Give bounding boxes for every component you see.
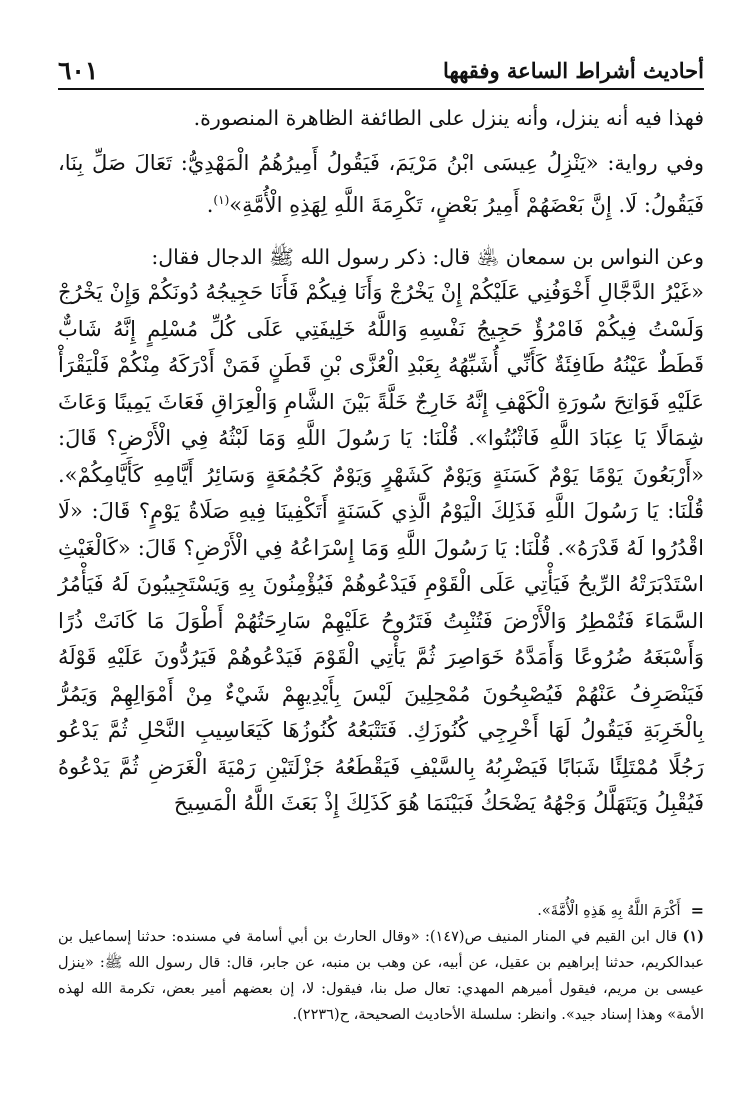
footnote-1 [58,924,704,1028]
footnote-ref-1[interactable]: (١) [213,192,230,207]
footnotes [58,898,704,1028]
paragraph-dajjal-hadith: «غَيْرُ الدَّجَّالِ أَخْوَفُنِي عَلَيْكُمْ إِنْ يَخْرُجْ وَأَنَا فِيكُمْ فَأَنَا حَجِيجُهُ دُونَكُمْ وَإِنْ يَخْرُجْ وَلَسْتُ فِيكُمْ فَامْرُؤٌ حَجِيجُ نَفْسِهِ وَاللَّهُ خَلِيفَتِي عَلَى كُلِّ مُسْلِمٍ إِنَّهُ شَابٌّ قَطَطٌ عَيْنُهُ طَافِئَةٌ كَأَنِّي أُشَبِّهُهُ بِعَبْدِ الْعُزَّى بْنِ قَطَنٍ فَمَنْ أَدْرَكَهُ مِنْكُمْ فَلْيَقْرَأْ عَلَيْهِ فَوَاتِحَ سُورَةِ الْكَهْفِ إِنَّهُ خَارِجٌ خَلَّةً بَيْنَ الشَّامِ وَالْعِرَاقِ فَعَاثَ يَمِينًا وَعَاثَ شِمَالًا يَا عِبَادَ اللَّهِ فَاثْبُتُوا». قُلْنَا: يَا رَسُولَ اللَّهِ وَمَا لَبْثُهُ فِي الْأَرْضِ؟ قَالَ: «أَرْبَعُونَ يَوْمًا يَوْمٌ كَسَنَةٍ وَيَوْمٌ كَشَهْرٍ وَيَوْمٌ كَجُمُعَةٍ وَسَائِرُ أَيَّامِهِ كَأَيَّامِكُمْ». قُلْنَا: يَا رَسُولَ اللَّهِ فَذَلِكَ الْيَوْمُ الَّذِي كَسَنَةٍ أَتَكْفِينَا فِيهِ صَلَاةُ يَوْمٍ؟ قَالَ: «لَا اقْدُرُوا لَهُ قَدْرَهُ». قُلْنَا: يَا رَسُولَ اللَّهِ وَمَا إِسْرَاعُهُ فِي الْأَرْضِ؟ قَالَ: «كَالْغَيْثِ اسْتَدْبَرَتْهُ الرِّيحُ فَيَأْتِي عَلَى الْقَوْمِ فَيَدْعُوهُمْ فَيُؤْمِنُونَ بِهِ وَيَسْتَجِيبُونَ لَهُ فَيَأْمُرُ السَّمَاءَ فَتُمْطِرُ وَالْأَرْضَ فَتُنْبِتُ فَتَرُوحُ عَلَيْهِمْ سَارِحَتُهُمْ أَطْوَلَ مَا كَانَتْ ذُرًا وَأَسْبَغَهُ ضُرُوعًا وَأَمَدَّهُ خَوَاصِرَ ثُمَّ يَأْتِي الْقَوْمَ فَيَدْعُوهُمْ فَيَرُدُّونَ عَلَيْهِ قَوْلَهُ فَيَنْصَرِفُ عَنْهُمْ فَيُصْبِحُونَ مُمْحِلِينَ لَيْسَ بِأَيْدِيهِمْ شَيْءٌ مِنْ أَمْوَالِهِمْ وَيَمُرُّ بِالْخَرِبَةِ فَيَقُولُ لَهَا أَخْرِجِي كُنُوزَكِ. فَتَتْبَعُهُ كُنُوزُهَا كَيَعَاسِيبِ النَّحْلِ ثُمَّ يَدْعُو رَجُلًا مُمْتَلِئًا شَبَابًا فَيَضْرِبُهُ بِالسَّيْفِ فَيَقْطَعُهُ جَزْلَتَيْنِ رَمْيَةَ الْغَرَضِ ثُمَّ يَدْعُوهُ فَيُقْبِلُ وَيَتَهَلَّلُ وَجْهُهُ يَضْحَكُ فَبَيْنَمَا هُوَ كَذَلِكَ إِذْ بَعَثَ اللَّهُ الْمَسِيحَ [58,280,704,815]
paragraph-riwaya: وفي رواية: «يَنْزِلُ عِيسَى ابْنُ مَرْيَمَ، فَيَقُولُ أَمِيرُهُمُ الْمَهْدِيُّ: تَعَالَ صَلِّ بِنَا، فَيَقُولُ: لَا. إِنَّ بَعْضَهُمْ أَمِيرُ بَعْضٍ، تَكْرِمَةَ اللَّهِ لِهَذِهِ الْأُمَّةِ»$^{(١)}$. [58,151,704,217]
page-number: ٦٠١ [58,56,99,85]
main-text [58,102,704,822]
footnote-number: (١) [682,928,705,945]
continuation-text: أَكْرَمَ اللَّهُ بِهِ هَذِهِ الْأُمَّةَ». [537,903,681,919]
footnote-continuation [58,898,704,924]
paragraph-descent-note: فهذا فيه أنه ينزل، وأنه ينزل على الطائفة الظاهرة المنصورة. [193,106,704,130]
header-rule [58,88,704,90]
running-header [58,52,704,86]
header-title: أحاديث أشراط الساعة وفقهها [443,58,704,83]
paragraph-nawwas-intro: وعن النواس بن سمعان ﵁ قال: ذكر رسول الله ﷺ الدجال فقال: [151,245,704,269]
riwaya-text: وفي رواية: «يَنْزِلُ عِيسَى ابْنُ مَرْيَمَ، فَيَقُولُ أَمِيرُهُمُ الْمَهْدِيُّ: تَعَالَ صَلِّ بِنَا، فَيَقُولُ: لَا. إِنَّ بَعْضَهُمْ أَمِيرُ بَعْضٍ، تَكْرِمَةَ اللَّهِ لِهَذِهِ الْأُمَّةِ» [58,151,704,217]
footnote-text: قال ابن القيم في المنار المنيف ص(١٤٧): «وقال الحارث بن أبي أسامة في مسنده: حدثنا إسماعيل بن عبدالكريم، حدثنا إبراهيم بن عقيل، عن أبيه، عن وهب بن منبه، عن جابر، قال: قال رسول الله ﷺ: «ينزل عيسى بن مريم، فيقول أميرهم المهدي: تعال صل بنا، فيقول: لا، إن بعضهم أمير بعض، تكرمة الله لهذه الأمة» وهذا إسناد جيد». وانظر: سلسلة الأحاديث الصحيحة، ح(٢٢٣٦). [58,929,704,1023]
continuation-mark: = [690,901,704,920]
